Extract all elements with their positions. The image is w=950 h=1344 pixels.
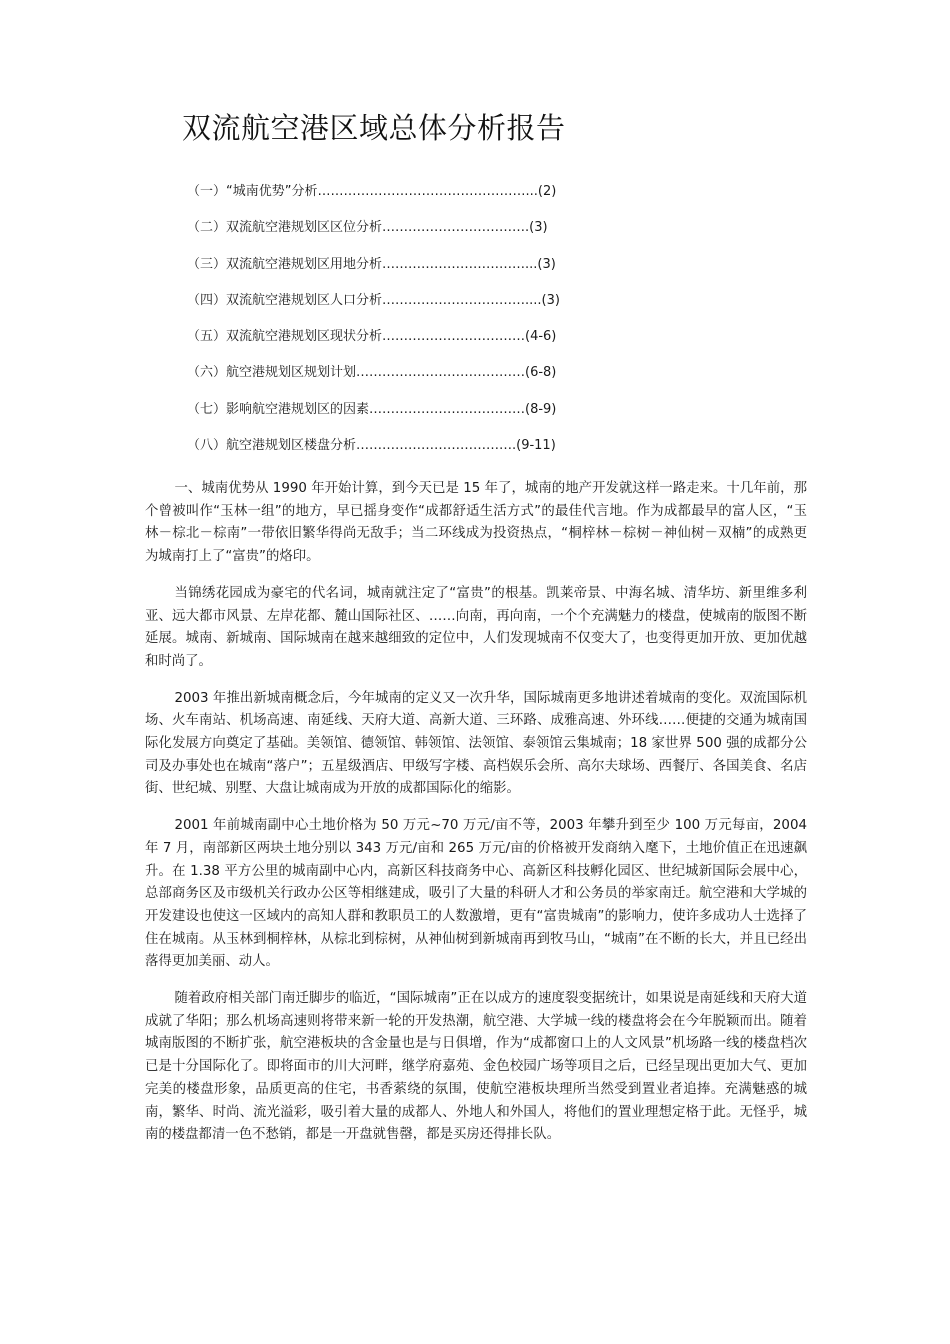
paragraph-airport-sector: 随着政府相关部门南迁脚步的临近，“国际城南”正在以成方的速度裂变据统计，如果说是南延线和天府大道成就了华阳；那么机场高速则将带来新一轮的开发热潮，航空港、大学城一线的楼盘将会在今年脱颖而出。随着城南版图的不断扩张，航空港板块的含金量也是与日俱增，作为“成都窗口上的人文风景”机场路一线的楼盘档次已是十分国际化了。即将面市的川大河畔，继学府嘉苑、金色校园广场等项目之后，已经呈现出更加大气、更加完美的楼盘形象，品质更高的住宅，书香萦绕的氛围，使航空港板块理所当然受到置业者追捧。充满魅惑的城南，繁华、时尚、流光溢彩，吸引着大量的成都人、外地人和外国人，将他们的置业理想定格于此。无怪乎，城南的楼盘都清一色不愁销，都是一开盘就售罄，都是买房还得排长队。 (145, 991, 807, 1143)
toc-entry-5: （五）双流航空港规划区现状分析……………………………(4-6) (187, 329, 557, 345)
toc-entry-6: （六）航空港规划区规划计划…………………………………(6-8) (187, 365, 557, 381)
toc-entry-2: （二）双流航空港规划区区位分析…………………………….(3) (187, 220, 548, 236)
document-title: 双流航空港区域总体分析报告 (182, 111, 566, 145)
paragraph-wealth-foundation: 当锦绣花园成为豪宅的代名词，城南就注定了“富贵”的根基。凯莱帝景、中海名城、清华坊、新里维多利亚、远大都市风景、左岸花都、麓山国际社区、……向南，再向南，一个个充满魅力的楼盘，使城南的版图不断延展。城南、新城南、国际城南在越来越细致的定位中，人们发现城南不仅变大了，也变得更加开放、更加优越和时尚了。 (145, 585, 807, 669)
paragraph-international-city-south: 2003 年推出新城南概念后，今年城南的定义又一次升华，国际城南更多地讲述着城南的变化。双流国际机场、火车南站、机场高速、南延线、天府大道、高新大道、三环路、成雅高速、外环线……便捷的交通为城南国际化发展方向奠定了基础。美领馆、德领馆、韩领馆、法领馆、泰领馆云集城南；18 家世界 500 强的成都分公司及办事处也在城南“落户”；五星级酒店、甲级写字楼、高档娱乐会所、高尔夫球场、西餐厅、各国美食、名店街、世纪城、别墅、大盘让城南成为开放的成都国际化的缩影。 (145, 690, 807, 797)
paragraph-city-south-advantage: 一、城南优势从 1990 年开始计算，到今天已是 15 年了，城南的地产开发就这样一路走来。十几年前，那个曾被叫作“玉林一组”的地方，早已摇身变作“成都舒适生活方式”的最佳代言地。作为成都最早的富人区，“玉林－棕北－棕南”一带依旧繁华得尚无敌手；当二环线成为投资热点，“桐梓林－棕树－神仙树－双楠”的成熟更为城南打上了“富贵”的烙印。 (145, 481, 807, 565)
toc-entry-3: （三）双流航空港规划区用地分析……………………………...(3) (187, 256, 556, 272)
table-of-contents (187, 183, 607, 473)
paragraph-land-prices: 2001 年前城南副中心土地价格为 50 万元~70 万元/亩不等，2003 年攀升到至少 100 万元每亩，2004 年 7 月，南部新区两块土地分别以 343 万元/亩和 265 万元/亩的价格被开发商纳入麾下，土地价值正在迅速飙升。在 1.38 平方公里的城南副中心内，高新区科技商务中心、高新区科技孵化园区、世纪城新国际会展中心，总部商务区及市级机关行政办公区等相继建成，吸引了大量的科研人才和公务员的举家南迁。航空港和大学城的开发建设也使这一区域内的高知人群和教职员工的人数激增，更有“富贵城南”的影响力，使许多成功人士选择了住在城南。从玉林到桐梓林，从棕北到棕树，从神仙树到新城南再到牧马山，“城南”在不断的长大，并且已经出落得更加美丽、动人。 (145, 818, 807, 970)
body-text (145, 478, 807, 1161)
toc-entry-4: （四）双流航空港规划区人口分析……………………………....(3) (187, 292, 560, 308)
toc-entry-8: （八）航空港规划区楼盘分析……………………………….(9-11) (187, 438, 556, 454)
toc-entry-1: （一）“城南优势”分析…………………………………………...(2) (187, 184, 557, 199)
toc-entry-7: （七）影响航空港规划区的因素………………………………(8-9) (187, 401, 557, 417)
